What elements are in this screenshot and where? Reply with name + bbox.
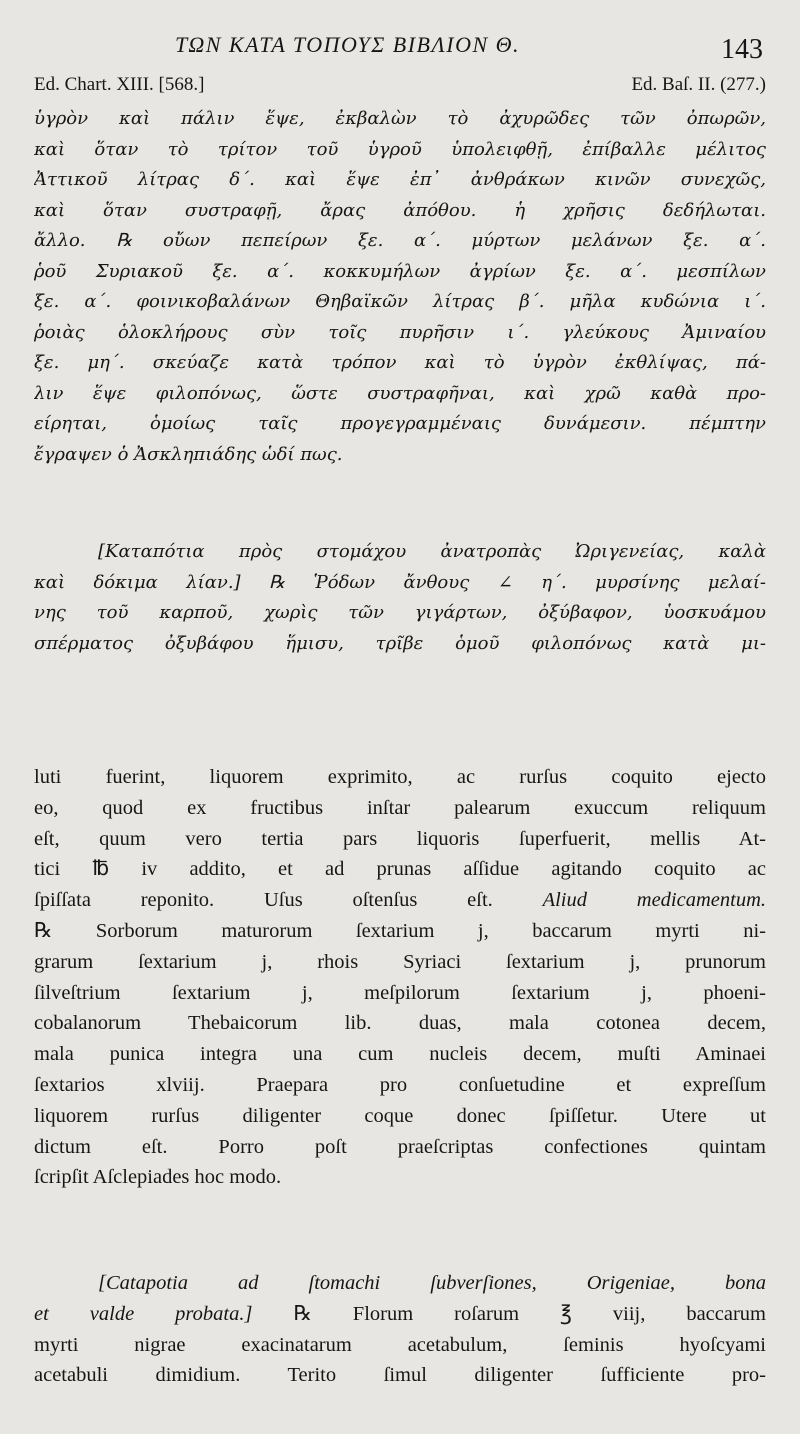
edition-bas-ref: Ed. Baſ. II. (277.) (631, 74, 766, 95)
latin-line: ſilveſtrium ſextarium j, meſpilorum ſextarium j, phoeni- (34, 981, 766, 1004)
latin-line: ſcripſit Aſclepiades hoc modo. (34, 1166, 282, 1189)
latin-line: cobalanorum Thebaicorum lib. duas, mala cotonea decem, (34, 1012, 766, 1035)
page-number: 143 (721, 34, 763, 65)
catapotia-title: [Catapotia ad ſtomachi ſubverſiones, Origeniae, bona (98, 1272, 766, 1294)
latin-line: grarum ſextarium j, rhois Syriaci ſextarium j, prunorum (34, 950, 766, 973)
latin-text: ſpiſſata reponito. Uſus oſtenſus eſt. (34, 889, 493, 912)
latin-line: myrti nigrae exacinatarum acetabulum, ſeminis hyoſcyami (34, 1333, 766, 1356)
latin-line (34, 885, 766, 916)
catapotia-title-end: et valde probata.] (34, 1302, 253, 1325)
edition-reference-line (34, 74, 766, 102)
greek-line: ἄλλο. ℞ οὔων πεπείρων ξε. α΄. μύρτων μελάνων ξε. α΄. (34, 230, 766, 251)
latin-line: luti fuerint, liquorem exprimito, ac rurſus coquito ejecto (34, 766, 766, 788)
latin-line: liquorem rurſus diligenter coque donec ſpiſſetur. Utere ut (34, 1104, 766, 1127)
page-header (0, 28, 800, 68)
running-title: ΤΩΝ ΚΑΤΑ ΤΟΠΟΥΣ ΒΙΒΛΙΟΝ Θ. (175, 32, 521, 57)
latin-line: mala punica integra una cum nucleis decem, muſti Aminaei (34, 1043, 766, 1066)
greek-paragraph-2 (34, 537, 766, 659)
latin-line: tici ℔ iv addito, et ad prunas aſſidue agitando coquito ac (34, 858, 766, 881)
greek-line: είρηται, ὁμοίως ταῖς προγεγραμμέναις δυνάμεσιν. πέμπτην (34, 413, 766, 434)
greek-line: καὶ δόκιμα λίαν.] ℞ Ῥόδων ἄνθους ∠ η΄. μυρσίνης μελαί- (34, 571, 766, 593)
latin-line: acetabuli dimidium. Terito ſimul diligenter ſufficiente pro- (34, 1364, 766, 1387)
latin-line: ℞ Sorborum maturorum ſextarium j, baccarum myrti ni- (34, 919, 766, 942)
edition-chart-ref: Ed. Chart. XIII. [568.] (34, 74, 205, 95)
greek-line: ξε. μη΄. σκεύαζε κατὰ τρόπον καὶ τὸ ὑγρὸν ἐκθλίψας, πά- (34, 352, 766, 373)
latin-line (34, 1299, 766, 1330)
greek-paragraph-1 (34, 104, 766, 470)
greek-line: νης τοῦ καρποῦ, χωρὶς τῶν γιγάρτων, ὀξύβαφον, ὑοσκυάμου (34, 602, 766, 623)
greek-line: σπέρματος ὀξυβάφου ἥμισυ, τρῖβε ὁμοῦ φιλοπόνως κατὰ μι- (34, 632, 766, 654)
latin-paragraph-2 (34, 1268, 766, 1391)
greek-line: ξε. α΄. φοινικοβαλάνων Θηβαϊκῶν λίτρας β΄. μῆλα κυδώνια ι΄. (34, 291, 766, 312)
greek-line: ὑγρὸν καὶ πάλιν ἕψε, ἐκβαλὼν τὸ ἀχυρῶδες τῶν ὀπωρῶν, (34, 108, 766, 129)
greek-line: καὶ ὅταν συστραφῇ, ἄρας ἀπόθου. ἡ χρῆσις δεδήλωται. (34, 199, 766, 221)
greek-line: [Καταπότια πρὸς στομάχου ἀνατροπὰς Ὠριγενείας, καλὰ (98, 541, 766, 562)
latin-line: eo, quod ex fructibus inſtar palearum exuccum reliquum (34, 796, 766, 819)
greek-line: Ἀττικοῦ λίτρας δ΄. καὶ ἕψε ἐπ᾽ ἀνθράκων κινῶν συνεχῶς, (34, 169, 766, 190)
latin-text: ℞ Florum roſarum ℥ viij, baccarum (293, 1302, 766, 1325)
latin-line: eſt, quum vero tertia pars liquoris ſuperfuerit, mellis At- (34, 827, 766, 850)
greek-line: λιν ἕψε φιλοπόνως, ὥστε συστραφῆναι, καὶ χρῶ καθὰ προ- (34, 382, 766, 404)
aliud-medicamentum: Aliud medicamentum. (542, 889, 766, 912)
greek-line: καὶ ὅταν τὸ τρίτον τοῦ ὑγροῦ ὑπολειφθῇ, ἐπίβαλλε μέλιτος (34, 138, 766, 160)
latin-paragraph-1 (34, 762, 766, 1193)
latin-line: ſextarios xlviij. Praepara pro conſuetudine et expreſſum (34, 1073, 766, 1096)
greek-line: ἔγραψεν ὁ Ἀσκληπιάδης ὡδί πως. (34, 443, 343, 465)
greek-line: ῥοῦ Συριακοῦ ξε. α΄. κοκκυμήλων ἀγρίων ξε. α΄. μεσπίλων (34, 260, 766, 282)
greek-line: ῥοιὰς ὁλοκλήρους σὺν τοῖς πυρῆσιν ι΄. γλεύκους Ἀμιναίου (34, 321, 766, 343)
latin-line: dictum eſt. Porro poſt praeſcriptas confectiones quintam (34, 1135, 766, 1158)
